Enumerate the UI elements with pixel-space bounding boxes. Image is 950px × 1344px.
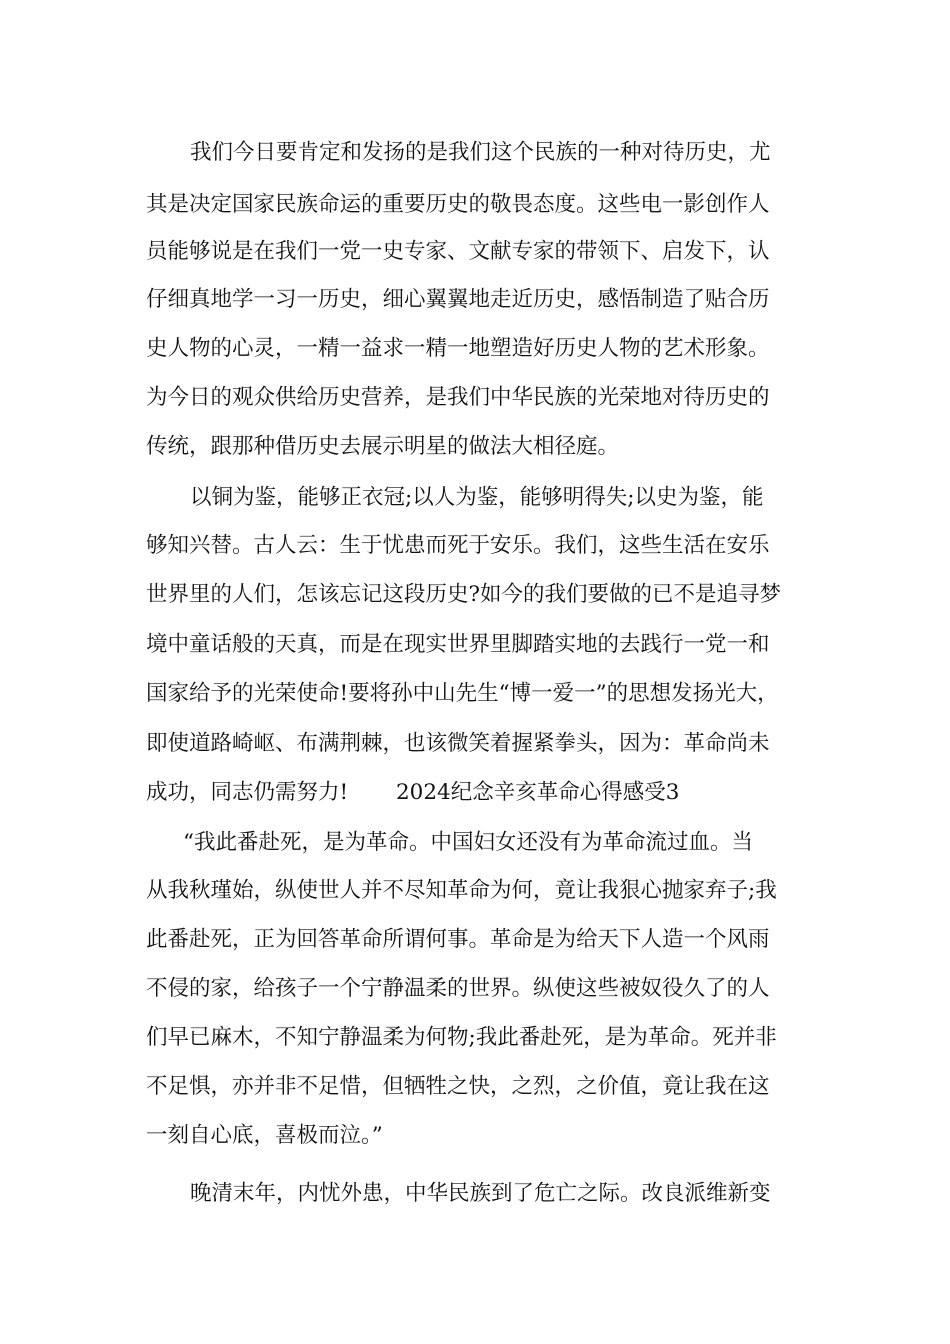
line-text: 从我秋瑾始，纵使世人并不尽知革命为何，竟让我狠心抛家弃子;我: [146, 878, 777, 903]
line-text: 一刻自心底，喜极而泣。”: [146, 1123, 383, 1148]
line-text: 传统，跟那种借历史去展示明星的做法大相径庭。: [146, 434, 620, 459]
line-text: 以铜为鉴，能够正衣冠;以人为鉴，能够明得失;以史为鉴，能: [190, 485, 764, 510]
paragraph-line: [0, 373, 950, 423]
paragraph-line: [0, 669, 950, 719]
paragraph-line: [0, 768, 950, 818]
paragraph-line: [0, 521, 950, 571]
line-text: 们早已麻木，不知宁静温柔为何物;我此番赴死，是为革命。死并非: [146, 1025, 777, 1050]
paragraph-line: [0, 719, 950, 769]
line-text: “我此番赴死，是为革命。中国妇女还没有为革命流过血。当: [183, 830, 753, 855]
line-text: 为今日的观众供给历史营养，是我们中华民族的光荣地对待历史的: [146, 385, 770, 410]
paragraph-line: [0, 866, 950, 916]
line-text: 仔细真地学一习一历史，细心翼翼地走近历史，感悟制造了贴合历: [146, 287, 770, 312]
line-text: 不侵的家，给孩子一个宁静温柔的世界。纵使这些被奴役久了的人: [146, 976, 770, 1001]
paragraph-line: [0, 620, 950, 670]
line-text: 成功，同志仍需努力! 2024纪念辛亥革命心得感受3: [146, 780, 680, 805]
line-text: 我们今日要肯定和发扬的是我们这个民族的一种对待历史，尤: [190, 140, 771, 165]
line-text: 够知兴替。古人云：生于忧患而死于安乐。我们，这些生活在安乐: [146, 533, 770, 558]
line-text: 其是决定国家民族命运的重要历史的敬畏态度。这些电一影创作人: [146, 192, 770, 217]
paragraph-line: [0, 570, 950, 620]
paragraph-line: [0, 964, 950, 1014]
paragraph-line: [0, 275, 950, 325]
line-text: 史人物的心灵，一精一益求一精一地塑造好历史人物的艺术形象。: [146, 336, 770, 361]
line-text: 世界里的人们，怎该忘记这段历史?如今的我们要做的已不是追寻梦: [146, 582, 782, 607]
paragraph-line: [0, 473, 950, 523]
paragraph-line: [0, 180, 950, 230]
paragraph-line: [0, 227, 950, 277]
line-text: 晚清末年，内忧外患，中华民族到了危亡之际。改良派维新变: [190, 1181, 771, 1206]
line-text: 员能够说是在我们一党一史专家、文献专家的带领下、启发下，认: [146, 239, 770, 264]
paragraph-line: [0, 324, 950, 374]
paragraph-line: [0, 915, 950, 965]
line-text: 即使道路崎岖、布满荆棘，也该微笑着握紧拳头，因为：革命尚未: [146, 731, 770, 756]
paragraph-line: [0, 128, 950, 178]
paragraph-line: [0, 1111, 950, 1161]
line-text: 此番赴死，正为回答革命所谓何事。革命是为给天下人造一个风雨: [146, 927, 770, 952]
paragraph-line: [0, 422, 950, 472]
line-text: 境中童话般的天真，而是在现实世界里脚踏实地的去践行一党一和: [146, 632, 770, 657]
line-text: 不足惧，亦并非不足惜，但牺牲之快，之烈，之价值，竟让我在这: [146, 1074, 770, 1099]
line-text: 国家给予的光荣使命!要将孙中山先生“博一爱一”的思想发扬光大，: [146, 681, 779, 706]
paragraph-line: [0, 818, 950, 868]
paragraph-line: [0, 1062, 950, 1112]
paragraph-line: [0, 1169, 950, 1219]
paragraph-line: [0, 1013, 950, 1063]
